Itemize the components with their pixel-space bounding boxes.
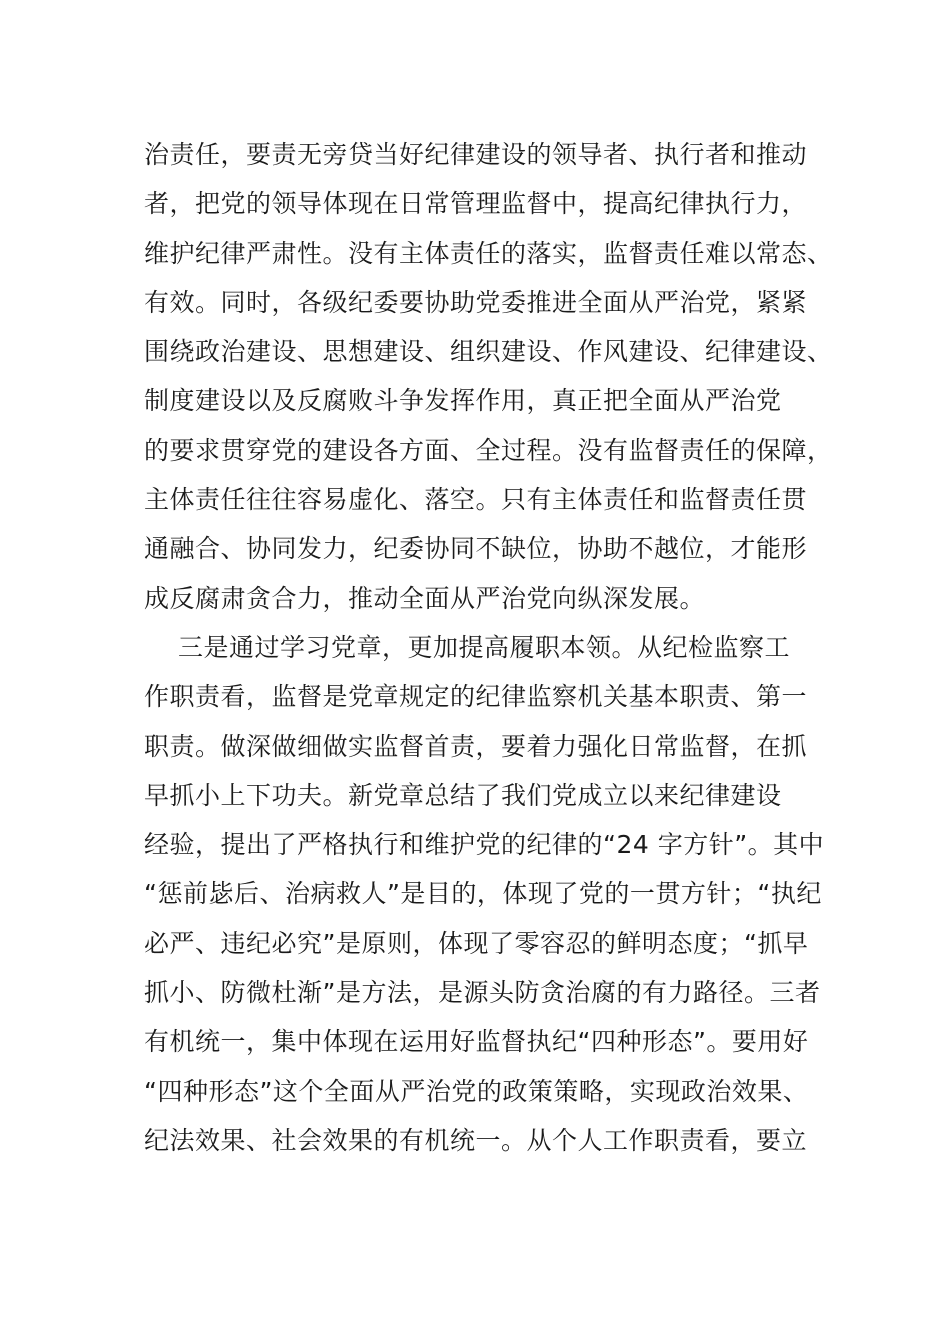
text-line: 三是通过学习党章，更加提高履职本领。从纪检监察工: [178, 632, 791, 662]
text-line: 有效。同时，各级纪委要协助党委推进全面从严治党，紧紧: [144, 287, 808, 317]
text-line: 制度建设以及反腐败斗争发挥作用，真正把全面从严治党: [144, 386, 782, 416]
text-line: 维护纪律严肃性。没有主体责任的落实，监督责任难以常态、: [144, 238, 833, 268]
text-line: 抓小、防微杜渐”是方法，是源头防贪治腐的有力路径。三者: [144, 978, 821, 1008]
text-line: 主体责任往往容易虚化、落空。只有主体责任和监督责任贯: [144, 485, 808, 515]
text-line: 纪法效果、社会效果的有机统一。从个人工作职责看，要立: [144, 1125, 808, 1155]
text-line: 成反腐肃贪合力，推动全面从严治党向纵深发展。: [144, 583, 706, 613]
text-line: 者，把党的领导体现在日常管理监督中，提高纪律执行力，: [144, 189, 808, 219]
text-line: “惩前毖后、治病救人”是目的，体现了党的一贯方针；“执纪: [144, 879, 822, 909]
text-line: 有机统一，集中体现在运用好监督执纪“四种形态”。要用好: [144, 1027, 809, 1057]
text-line: 的要求贯穿党的建设各方面、全过程。没有监督责任的保障，: [144, 435, 833, 465]
paragraph: [144, 130, 833, 623]
text-line: 必严、违纪必究”是原则，体现了零容忍的鲜明态度；“抓早: [144, 928, 809, 958]
text-line: 早抓小上下功夫。新党章总结了我们党成立以来纪律建设: [144, 780, 782, 810]
text-line: 治责任，要责无旁贷当好纪律建设的领导者、执行者和推动: [144, 140, 808, 169]
paragraph: [144, 623, 824, 1165]
text-line: 作职责看，监督是党章规定的纪律监察机关基本职责、第一: [144, 682, 808, 712]
text-line: “四种形态”这个全面从严治党的政策策略，实现政治效果、: [144, 1076, 809, 1106]
text-line: 通融合、协同发力，纪委协同不缺位，协助不越位，才能形: [144, 534, 808, 564]
text-line: 经验，提出了严格执行和维护党的纪律的“24 字方针”。其中: [144, 830, 825, 860]
document-body: [144, 130, 833, 1165]
text-line: 围绕政治建设、思想建设、组织建设、作风建设、纪律建设、: [144, 337, 833, 367]
text-line: 职责。做深做细做实监督首责，要着力强化日常监督，在抓: [144, 731, 808, 761]
